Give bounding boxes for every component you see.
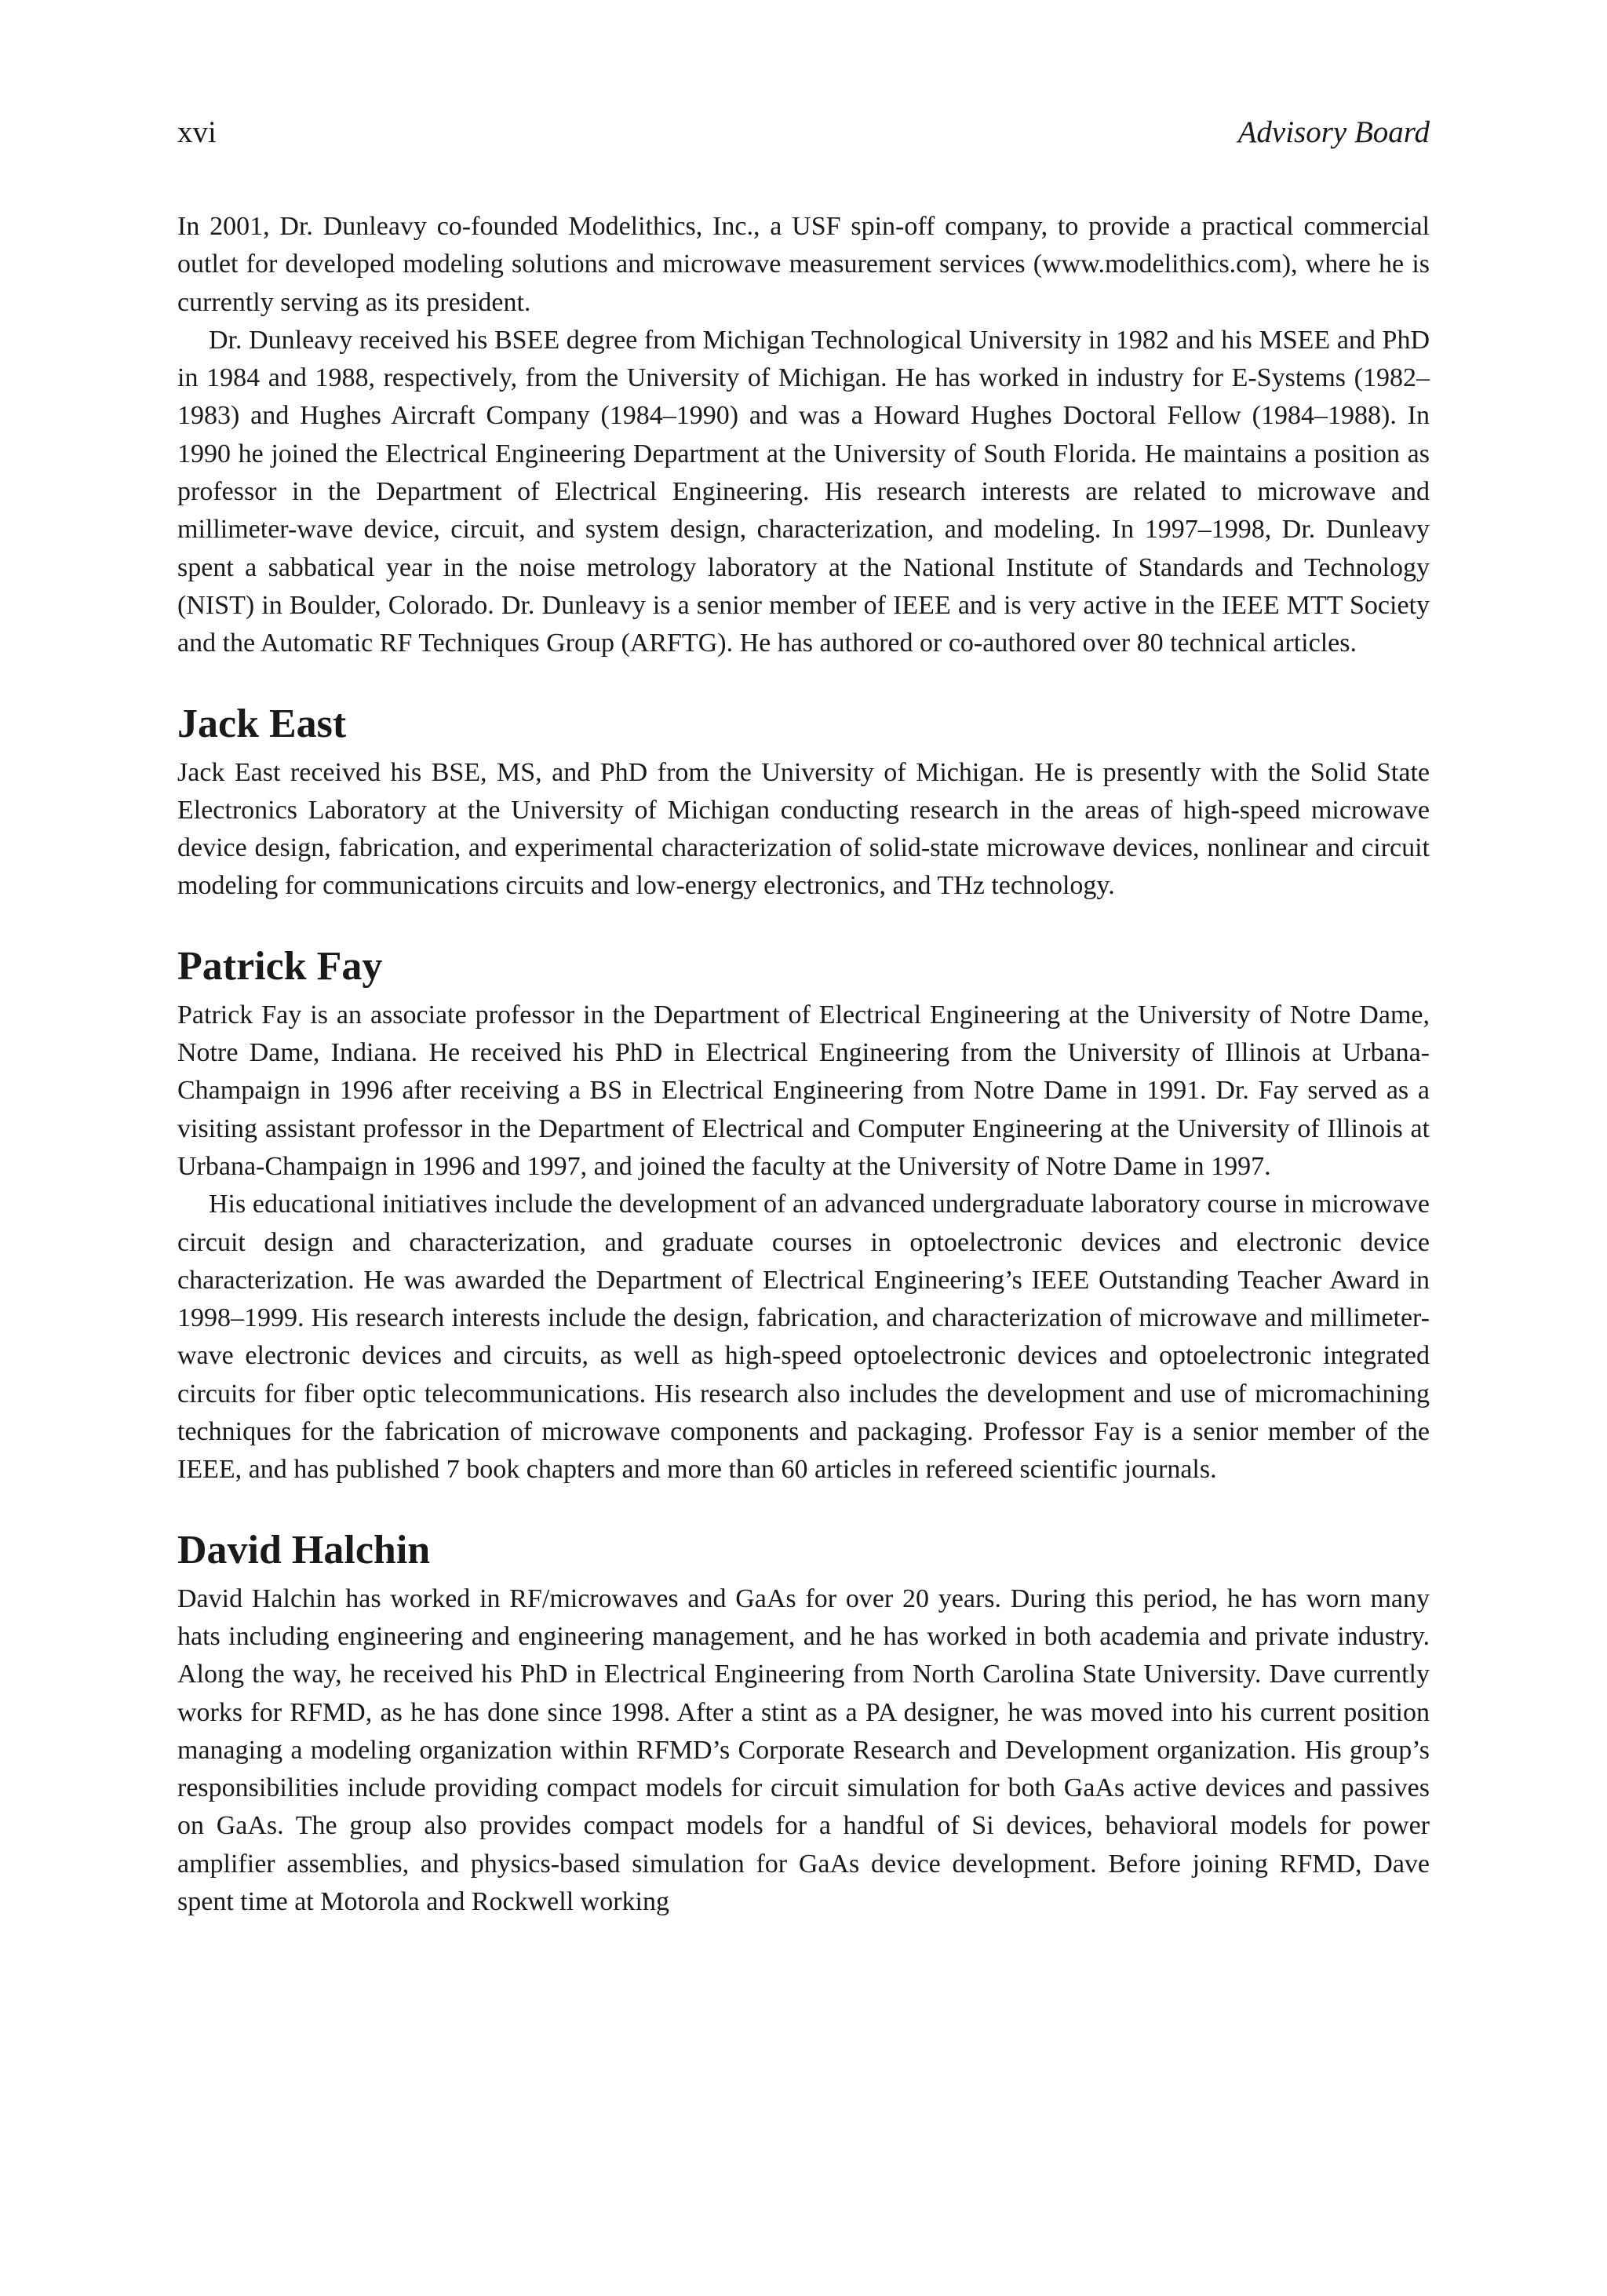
- bio-paragraph: His educational initiatives include the development of an advanced undergraduate laboratory course in microwave circuit design and characterization, and graduate courses in optoelectronic devices and electronic device characterization. He was awarded the Department of Electrical Engineering’s IEEE Outstanding Teacher Award in 1998–1999. His research interests include the design, fabrication, and characterization of microwave and millimeter-wave electronic devices and circuits, as well as high-speed optoelectronic devices and optoelectronic integrated circuits for fiber optic telecommunications. His research also includes the development and use of micromachining techniques for the fabrication of microwave components and packaging. Professor Fay is a senior member of the IEEE, and has published 7 book chapters and more than 60 articles in refereed scientific journals.: [177, 1190, 1430, 1485]
- bio-paragraph: Patrick Fay is an associate professor in the Department of Electrical Engineering at the University of Notre Dame, Notre Dame, Indiana. He received his PhD in Electrical Engineering from the University of Illinois at Urbana-Champaign in 1996 after receiving a BS in Electrical Engineering from Notre Dame in 1991. Dr. Fay served as a visiting assistant professor in the Department of Electrical and Computer Engineering at the University of Illinois at Urbana-Champaign in 1996 and 1997, and joined the faculty at the University of Notre Dame in 1997.: [177, 1000, 1430, 1181]
- book-page: [177, 0, 1430, 2296]
- bio-heading-david-halchin: David Halchin: [177, 1527, 431, 1573]
- page-number: xvi: [177, 115, 217, 149]
- intro-text: [177, 208, 1430, 663]
- intro-paragraph-2: Dr. Dunleavy received his BSEE degree from Michigan Technological University in 1982 and his MSEE and PhD in 1984 and 1988, respectively, from the University of Michigan. He has worked in industry for E-Systems (1982–1983) and Hughes Aircraft Company (1984–1990) and was a Howard Hughes Doctoral Fellow (1984–1988). In 1990 he joined the Electrical Engineering Department at the University of South Florida. He maintains a position as professor in the Department of Electrical Engineering. His research interests are related to microwave and millimeter-wave device, circuit, and system design, characterization, and modeling. In 1997–1998, Dr. Dunleavy spent a sabbatical year in the noise metrology laboratory at the National Institute of Standards and Technology (NIST) in Boulder, Colorado. Dr. Dunleavy is a senior member of IEEE and is very active in the IEEE MTT Society and the Automatic RF Techniques Group (ARFTG). He has authored or co-authored over 80 technical articles.: [177, 325, 1430, 658]
- running-title: Advisory Board: [1237, 115, 1430, 149]
- page-content: [177, 208, 1430, 1921]
- bio-david-halchin: [177, 1525, 1430, 1922]
- intro-paragraph-1: In 2001, Dr. Dunleavy co-founded Modelithics, Inc., a USF spin-off company, to provide a practical commercial outlet for developed modeling solutions and microwave measurement services (www.modelithics.com), where he is currently serving as its president.: [177, 212, 1430, 317]
- bio-patrick-fay: [177, 942, 1430, 1489]
- bio-heading-patrick-fay: Patrick Fay: [177, 943, 383, 989]
- bio-paragraph: David Halchin has worked in RF/microwaves and GaAs for over 20 years. During this period, he has worn many hats including engineering and engineering management, and he has worked in both academia and private industry. Along the way, he received his PhD in Electrical Engineering from North Carolina State University. Dave currently works for RFMD, as he has done since 1998. After a stint as a PA designer, he was moved into his current position managing a modeling organization within RFMD’s Corporate Research and Development organization. His group’s responsibilities include providing compact models for circuit simulation for both GaAs active devices and passives on GaAs. The group also provides compact models for a handful of Si devices, behavioral models for power amplifier assemblies, and physics-based simulation for GaAs device development. Before joining RFMD, Dave spent time at Motorola and Rockwell working: [177, 1584, 1430, 1916]
- bio-paragraph: Jack East received his BSE, MS, and PhD from the University of Michigan. He is presently with the Solid State Electronics Laboratory at the University of Michigan conducting research in the areas of high-speed microwave device design, fabrication, and experimental characterization of solid-state microwave devices, nonlinear and circuit modeling for communications circuits and low-energy electronics, and THz technology.: [177, 757, 1430, 901]
- bio-heading-jack-east: Jack East: [177, 701, 347, 746]
- bio-jack-east: [177, 699, 1430, 906]
- running-head: [177, 113, 1430, 152]
